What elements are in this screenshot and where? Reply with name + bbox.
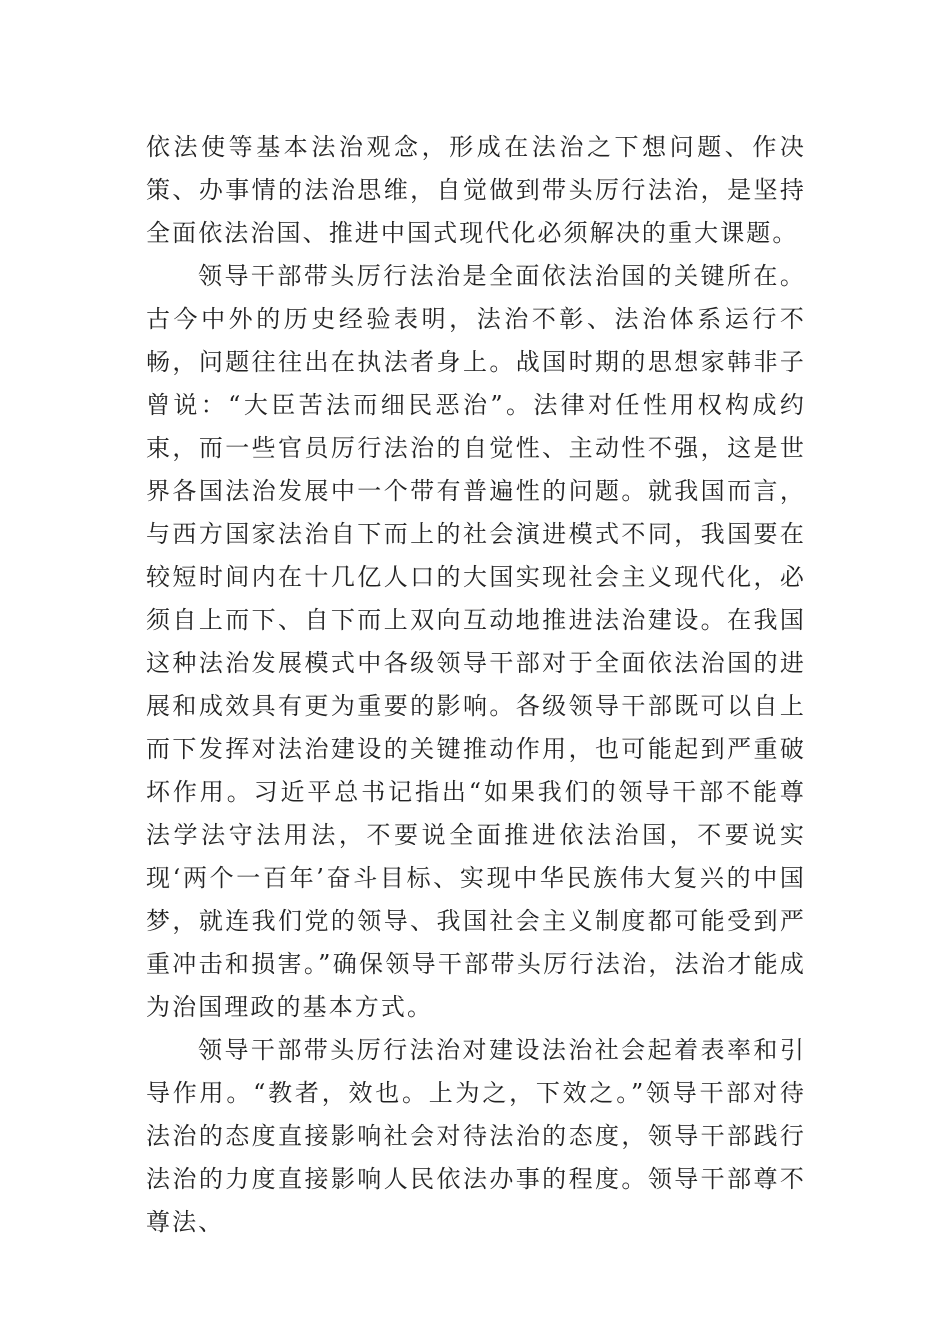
paragraph-leaders-key-role: 领导干部带头厉行法治是全面依法治国的关键所在。古今中外的历史经验表明，法治不彰、法治体系运行不畅，问题往往出在执法者身上。战国时期的思想家韩非子曾说：“大臣苦法而细民恶治”。法律对任性用权构成约束，而一些官员厉行法治的自觉性、主动性不强，这是世界各国法治发展中一个带有普遍性的问题。就我国而言，与西方国家法治自下而上的社会演进模式不同，我国要在较短时间内在十几亿人口的大国实现社会主义现代化，必须自上而下、自下而上双向互动地推进法治建设。在我国这种法治发展模式中各级领导干部对于全面依法治国的进展和成效具有更为重要的影响。各级领导干部既可以自上而下发挥对法治建设的关键推动作用，也可能起到严重破坏作用。习近平总书记指出“如果我们的领导干部不能尊法学法守法用法，不要说全面推进依法治国，不要说实现‘两个一百年’奋斗目标、实现中华民族伟大复兴的中国梦，就连我们党的领导、我国社会主义制度都可能受到严重冲击和损害。”确保领导干部带头厉行法治，法治才能成为治国理政的基本方式。 [146,262,806,1021]
document-body [146,126,806,1244]
paragraph-continuation: 依法使等基本法治观念，形成在法治之下想问题、作决策、办事情的法治思维，自觉做到带头厉行法治，是坚持全面依法治国、推进中国式现代化必须解决的重大课题。 [146,133,806,247]
paragraph-leaders-example: 领导干部带头厉行法治对建设法治社会起着表率和引导作用。“教者，效也。上为之，下效之。”领导干部对待法治的态度直接影响社会对待法治的态度，领导干部践行法治的力度直接影响人民依法办事的程度。领导干部尊不尊法、 [146,1036,806,1236]
